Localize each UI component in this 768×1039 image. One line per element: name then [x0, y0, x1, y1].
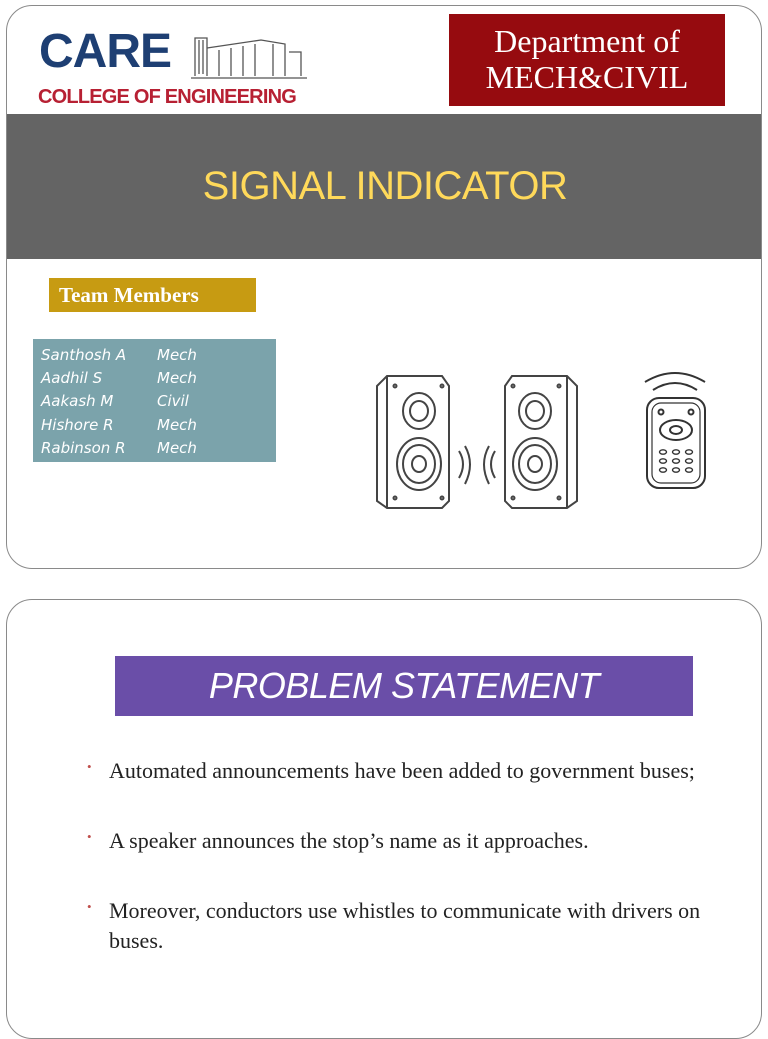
bullet-text: Moreover, conductors use whistles to communicate with drivers on buses. — [109, 898, 701, 953]
slide-problem-statement — [6, 599, 762, 1039]
member-dept: Mech — [157, 438, 197, 457]
department-line1: Department of — [494, 23, 680, 59]
bullet-marker-icon: • — [87, 899, 92, 914]
member-dept: Mech — [157, 415, 197, 434]
team-member-row — [41, 390, 276, 413]
team-member-row — [41, 437, 276, 460]
problem-statement-heading: PROBLEM STATEMENT — [115, 656, 693, 716]
college-building-icon — [189, 24, 309, 84]
bullet-text: Automated announcements have been added to government buses; — [109, 758, 695, 783]
team-member-row — [41, 367, 276, 390]
speaker-icon — [377, 376, 470, 508]
team-member-row — [41, 344, 276, 367]
slide-title: SIGNAL INDICATOR — [202, 164, 568, 208]
bullet-item — [83, 826, 723, 856]
problem-bullet-list — [83, 756, 723, 996]
member-name: Aadhil S — [41, 369, 103, 388]
bullet-marker-icon: • — [87, 759, 92, 774]
department-line2: MECH&CIVIL — [485, 59, 689, 95]
speakers-icon — [367, 366, 587, 516]
care-college-logo — [37, 24, 337, 119]
bullet-item — [83, 896, 723, 956]
slide-signal-indicator — [6, 5, 762, 569]
bullet-marker-icon: • — [87, 829, 92, 844]
team-members-label: Team Members — [49, 278, 256, 312]
department-box — [449, 14, 725, 106]
speaker-icon — [484, 376, 577, 508]
member-name: Rabinson R — [41, 438, 126, 457]
title-band — [7, 114, 762, 259]
team-member-row — [41, 414, 276, 437]
bullet-item — [83, 756, 723, 786]
member-name: Aakash M — [41, 392, 114, 411]
logo-care-text: CARE — [39, 25, 172, 78]
member-name: Santhosh A — [41, 346, 127, 364]
bullet-text: A speaker announces the stop’s name as it approaches. — [109, 828, 589, 853]
logo-college-text: COLLEGE OF ENGINEERING — [38, 86, 296, 108]
member-dept: Civil — [157, 392, 189, 411]
member-dept: Mech — [157, 346, 197, 364]
remote-control-icon — [637, 366, 717, 496]
member-dept: Mech — [157, 369, 197, 388]
member-name: Hishore R — [41, 415, 114, 434]
team-members-list — [33, 339, 276, 462]
